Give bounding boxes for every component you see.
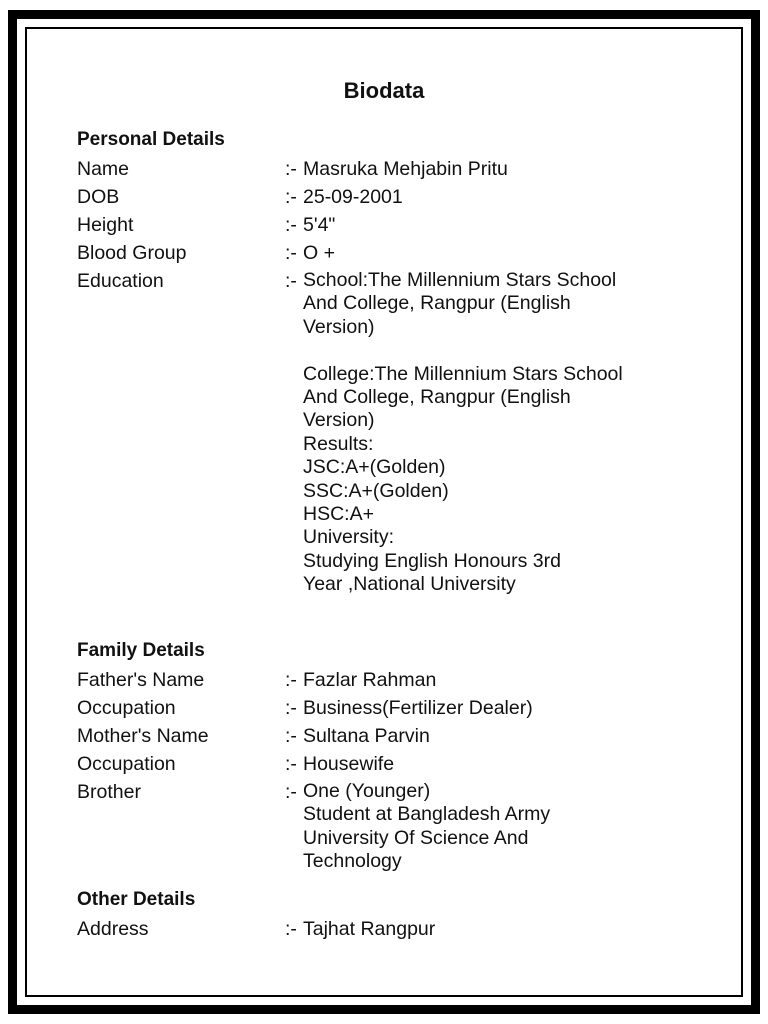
- height-value: 5'4": [303, 214, 336, 236]
- education-line: Results:: [303, 432, 374, 455]
- brother-line: University Of Science And: [303, 826, 529, 849]
- separator: :-: [285, 669, 297, 691]
- education-line: JSC:A+(Golden): [303, 456, 446, 479]
- separator: :-: [285, 186, 297, 208]
- mother-name-value: Sultana Parvin: [303, 725, 430, 747]
- mother-occupation-label: Occupation: [77, 753, 176, 775]
- education-value: [303, 269, 703, 596]
- document-title: Biodata: [343, 78, 425, 103]
- father-name-label: Father's Name: [77, 669, 205, 691]
- name-value: Masruka Mehjabin Pritu: [303, 158, 508, 180]
- education-line: School:The Millennium Stars School: [303, 269, 617, 291]
- separator: :-: [285, 158, 297, 180]
- father-occupation-value: Business(Fertilizer Dealer): [303, 697, 533, 719]
- dob-label: DOB: [77, 186, 120, 208]
- education-line: And College, Rangpur (English: [303, 385, 571, 408]
- separator: :-: [285, 781, 297, 803]
- mother-name-label: Mother's Name: [77, 725, 209, 747]
- education-line: College:The Millennium Stars School: [303, 362, 623, 385]
- brother-line: Student at Bangladesh Army: [303, 803, 551, 826]
- education-line: SSC:A+(Golden): [303, 479, 449, 502]
- family-details-heading: Family Details: [77, 640, 205, 661]
- separator: :-: [285, 753, 297, 775]
- dob-value: 25-09-2001: [303, 186, 403, 208]
- brother-label: Brother: [77, 781, 141, 803]
- blood-group-label: Blood Group: [77, 242, 187, 264]
- education-line: University:: [303, 526, 395, 549]
- education-line: And College, Rangpur (English: [303, 292, 571, 315]
- education-line: [303, 339, 703, 362]
- brother-line: Technology: [303, 850, 402, 873]
- education-line: Version): [303, 315, 375, 338]
- education-line: Version): [303, 409, 375, 432]
- separator: :-: [285, 725, 297, 747]
- education-label: Education: [77, 270, 164, 292]
- separator: :-: [285, 918, 297, 940]
- name-label: Name: [77, 158, 130, 180]
- separator: :-: [285, 270, 297, 292]
- height-label: Height: [77, 214, 134, 236]
- address-label: Address: [77, 918, 149, 940]
- brother-line: One (Younger): [303, 780, 431, 802]
- education-line: Studying English Honours 3rd: [303, 549, 561, 572]
- other-details-heading: Other Details: [77, 889, 196, 910]
- personal-details-heading: Personal Details: [77, 129, 225, 150]
- brother-value: [303, 780, 703, 874]
- separator: :-: [285, 697, 297, 719]
- address-value: Tajhat Rangpur: [303, 918, 436, 940]
- education-line: HSC:A+: [303, 502, 374, 525]
- education-line: Year ,National University: [303, 573, 516, 596]
- separator: :-: [285, 242, 297, 264]
- blood-group-value: O +: [303, 242, 335, 264]
- father-name-value: Fazlar Rahman: [303, 669, 437, 691]
- father-occupation-label: Occupation: [77, 697, 176, 719]
- mother-occupation-value: Housewife: [303, 753, 395, 775]
- separator: :-: [285, 214, 297, 236]
